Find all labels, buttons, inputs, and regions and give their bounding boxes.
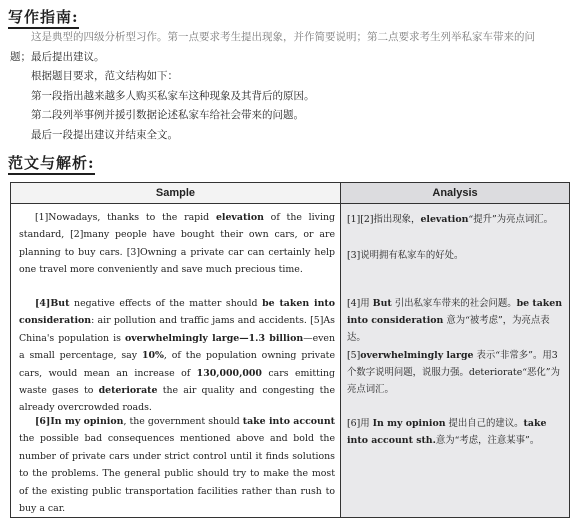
sample-paragraph-3: [6]In my opinion, the government should take into account the possible bad consequences mentioned above and bold the number of private cars under strict control until it finds solutions to the problems. The general public should try to make the most of the existing public transportation facilities rather than rush to buy a car.: [19, 416, 335, 515]
model-heading: 范文与解析:: [8, 152, 95, 173]
analysis-column: [341, 183, 569, 517]
guide-line: 题；最后提出建议。: [10, 50, 105, 63]
analysis-note-5: [6]用 In my opinion 提出自己的建议。take into account sth.意为“考虑，注意某事”。: [347, 418, 547, 446]
guide-line: 第一段指出越来越多人购买私家车这种现象及其背后的原因。: [31, 89, 315, 102]
guide-heading: 写作指南:: [8, 6, 79, 27]
sample-paragraph-1: [1]Nowadays, thanks to the rapid elevation of the living standard, [2]many people have bought their own cars, or are planning to buy cars. [3]Owning a private car can certainly help one travel more conveniently and save much precious time.: [19, 212, 335, 276]
sample-paragraph-2: [4]But negative effects of the matter should be taken into consideration: air pollution and traffic jams and accidents. [5]As China's population is overwhelmingly large—1.3 billion—even a small percentage, say 10%, of the population owning private cars, would mean an increase of 130,000,000 cars emitting waste gases to deteriorate the air quality and congesting the already overcrowded roads.: [19, 298, 336, 414]
guide-line: 最后一段提出建议并结束全文。: [31, 128, 178, 141]
analysis-note-1: [1][2]指出现象，elevation“提升”为亮点词汇。: [347, 214, 554, 225]
guide-line: 这是典型的四级分析型习作。第一点要求考生提出现象，并作简要说明；第二点要求考生列举私家车带来的问: [31, 31, 535, 43]
analysis-header: Analysis: [341, 183, 569, 204]
guide-line: 根据题目要求，范文结构如下：: [31, 70, 178, 83]
guide-line: 第二段列举事例并援引数据论述私家车给社会带来的问题。: [31, 109, 304, 122]
guide-text: [10, 28, 570, 146]
analysis-note-3: [4]用 But 引出私家车带来的社会问题。be taken into consideration 意为“被考虑”，为亮点表达。: [347, 298, 563, 343]
sample-analysis-table: [10, 182, 570, 518]
sample-header: Sample: [11, 183, 340, 204]
analysis-note-2: [3]说明拥有私家车的好处。: [347, 250, 464, 261]
sample-column: [11, 183, 341, 517]
analysis-note-4: [5]overwhelmingly large 表示“非常多”。用3个数字说明问题，说服力强。deteriorate“恶化”为亮点词汇。: [347, 350, 560, 395]
